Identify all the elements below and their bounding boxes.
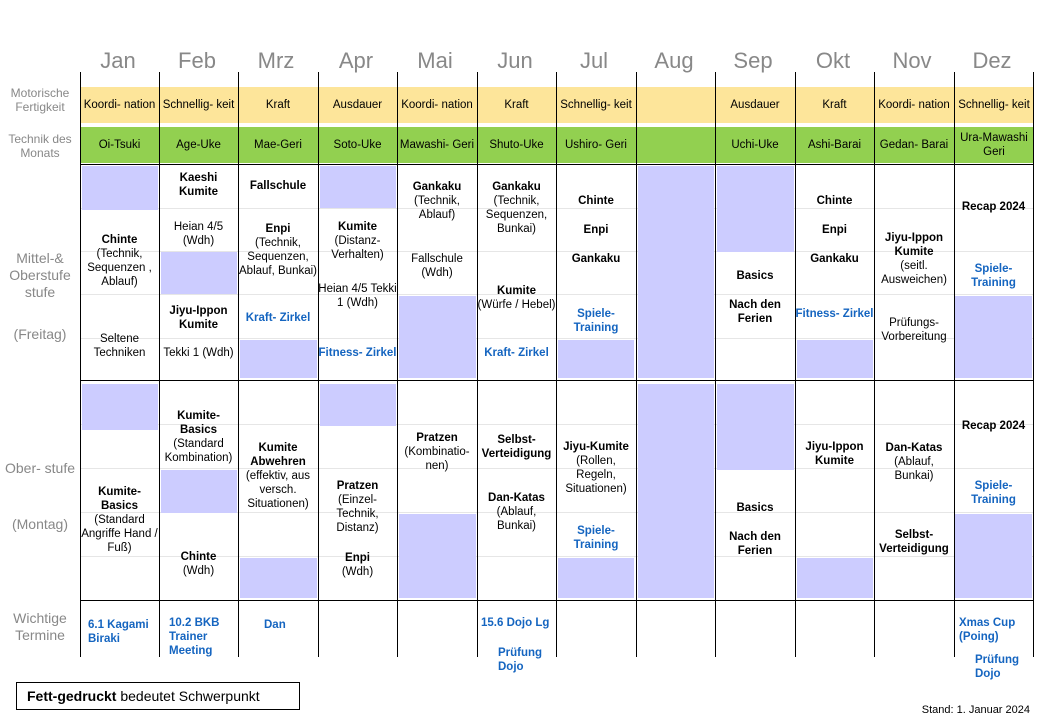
session-entry: Fallschule (Wdh) [411,253,463,280]
legend-bold-text: Fett-gedruckt [27,688,117,704]
blocked-block [638,166,714,378]
column-line [238,72,239,657]
termin-entry: Prüfung Dojo [498,647,543,674]
row-label-termine: Wichtige Termine [13,610,67,643]
session-entry: Heian 4/5 Tekki 1 (Wdh) [318,283,397,310]
termin-entry: 15.6 Dojo Lg [481,617,550,629]
grid-line [80,294,1034,295]
motor-band [80,87,1034,123]
session-entry: Kumite- Basics (Standard Kombination) [164,410,233,465]
blocked-block [82,166,158,210]
row-label-ober: Ober- stufe [4,460,76,476]
session-entry: Nach den Ferien [729,531,781,558]
month-dez: Dez [972,48,1012,73]
blocked-block [399,296,476,378]
session-entry: Enpi (Wdh) [341,552,374,579]
session-entry: Prüfungs- Vorbereitung [881,317,947,344]
session-entry: Jiyu-Ippon Kumite [169,305,228,332]
blocked-block [797,340,873,378]
column-line [795,72,796,657]
termin-entry: 6.1 Kagami Biraki [88,619,149,646]
session-entry: Kumite (Distanz- Verhalten) [331,221,384,262]
row-line [80,600,1034,601]
session-entry: Kraft- Zirkel [484,347,549,359]
motor-cell: Schnellig- keit [560,98,632,111]
session-entry: Recap 2024 [961,420,1026,432]
termin-entry: Prüfung Dojo [975,654,1020,681]
blocked-block [82,384,158,430]
technik-cell: Soto-Uke [333,138,382,151]
technik-cell: Mae-Geri [254,138,302,151]
session-entry: Jiyu-Ippon Kumite [805,441,864,468]
motor-cell [636,87,715,123]
termin-entry: Dan [264,619,286,631]
technik-cell: Oi-Tsuki [98,138,141,151]
blocked-block [638,384,714,598]
session-entry: Spiele- Training [573,308,619,335]
session-entry: Kumite Abwehren (effektiv, aus versch. Situationen) [245,442,311,511]
technik-cell: Ura-Mawashi Geri [960,131,1028,158]
session-entry: Fallschule [249,180,307,192]
session-entry: Jiyu-Kumite (Rollen, Regeln, Situationen) [563,441,629,496]
row-label-motor: Motorische Fertigkeit [10,86,70,115]
termin-entry: 10.2 BKB Trainer Meeting [169,617,220,658]
session-entry: Selbst- Verteidigung [879,529,949,556]
session-entry: Pratzen (Einzel- Technik, Distanz) [336,480,379,535]
month-jul: Jul [579,48,609,73]
technik-cell: Mawashi- Geri [399,138,475,151]
column-line [397,72,398,657]
blocked-block [558,558,634,598]
session-entry: Chinte [816,195,853,207]
technik-cell: Age-Uke [176,138,221,151]
session-entry: Chinte [578,195,614,207]
session-entry: Kumite (Würfe / Hebel) [477,285,556,312]
month-apr: Apr [338,48,374,73]
row-label-mittel-day: (Freitag) [13,326,67,342]
blocked-block [240,558,317,598]
session-entry: Basics [736,502,774,514]
session-entry: Enpi [822,224,847,236]
row-label-ober-day: (Montag) [11,516,69,532]
session-entry: Chinte (Technik, Sequenzen , Ablauf) [87,234,152,289]
session-entry: Spiele- Training [971,263,1016,290]
session-entry: Basics [736,270,774,282]
technik-cell: Gedan- Barai [879,138,949,151]
session-entry: Recap 2024 [961,201,1026,213]
legend-box [16,682,300,710]
row-label-technik: Technik des Monats [8,132,72,161]
session-entry: Gankaku [810,253,859,265]
technik-cell [636,127,715,163]
session-entry: Spiele- Training [573,525,619,552]
column-line [80,72,81,657]
grid-line [80,208,1034,209]
blocked-block [955,296,1032,378]
blocked-block [955,514,1032,598]
blocked-block [161,470,237,513]
row-line [80,380,1034,381]
session-entry: Nach den Ferien [729,299,781,326]
column-line [556,72,557,657]
column-line [874,72,875,657]
session-entry: Gankaku (Technik, Ablauf) [412,181,462,222]
session-entry: Selbst- Verteidigung [481,434,552,461]
session-entry: Chinte (Wdh) [180,551,217,578]
column-line [954,72,955,657]
month-jan: Jan [100,48,136,73]
motor-cell: Kraft [504,98,529,111]
blocked-block [717,384,794,470]
month-nov: Nov [892,48,932,73]
blocked-block [320,166,396,208]
motor-cell: Schnellig- keit [958,98,1030,111]
column-line [477,72,478,657]
motor-cell: Kraft [265,98,291,111]
blocked-block [797,558,873,598]
session-entry: Jiyu-Ippon Kumite (seitl. Ausweichen) [881,232,947,287]
session-entry: Kumite- Basics (Standard Angriffe Hand / Fuß) [81,486,158,555]
session-entry: Enpi (Technik, Sequenzen, Ablauf, Bunkai) [239,223,317,278]
motor-cell: Ausdauer [730,98,780,111]
column-line [1033,72,1034,657]
session-entry: Dan-Katas (Ablauf, Bunkai) [885,442,943,483]
session-entry: Heian 4/5 (Wdh) [173,221,224,248]
month-okt: Okt [815,48,851,73]
blocked-block [320,384,396,426]
month-jun: Jun [497,48,533,73]
column-line [636,72,637,657]
column-line [715,72,716,657]
session-entry: Pratzen (Kombinatio- nen) [404,432,470,473]
legend-text: bedeutet Schwerpunkt [116,688,260,704]
month-feb: Feb [178,48,216,73]
month-mai: Mai [417,48,453,73]
session-entry: Kaeshi Kumite [179,172,218,199]
termin-entry: Xmas Cup (Poing) [959,617,1016,644]
month-sep: Sep [733,48,773,73]
row-label-mittel: Mittel-& Oberstufe stufe [9,250,71,300]
technik-cell: Uchi-Uke [731,138,779,151]
session-entry: Spiele- Training [971,480,1016,507]
blocked-block [161,252,237,294]
blocked-block [240,340,317,378]
technik-cell: Shuto-Uke [489,138,544,151]
session-entry: Seltene Techniken [93,333,146,360]
technik-cell: Ushiro- Geri [565,138,627,151]
technik-cell: Ashi-Barai [807,138,862,151]
session-entry: Gankaku (Technik, Sequenzen, Bunkai) [485,181,548,236]
motor-cell: Schnellig- keit [162,98,235,111]
session-entry: Fitness- Zirkel [318,347,397,359]
motor-cell: Kraft [822,98,847,111]
motor-cell: Koordi- nation [878,98,950,111]
month-aug: Aug [654,48,694,73]
blocked-block [558,340,634,378]
motor-cell: Ausdauer [332,98,383,111]
session-entry: Fitness- Zirkel [795,308,874,320]
motor-cell: Koordi- nation [83,98,156,111]
session-entry: Gankaku [571,253,621,265]
blocked-block [399,514,476,598]
technik-band [80,127,1034,163]
motor-cell: Koordi- nation [401,98,473,111]
session-entry: Enpi [583,224,609,236]
month-mrz: Mrz [257,48,295,73]
session-entry: Tekki 1 (Wdh) [163,347,234,359]
row-line [80,164,1034,165]
session-entry: Dan-Katas (Ablauf, Bunkai) [488,492,545,533]
blocked-block [717,166,794,252]
stand-date: Stand: 1. Januar 2024 [921,704,1030,716]
session-entry: Kraft- Zirkel [245,312,311,324]
